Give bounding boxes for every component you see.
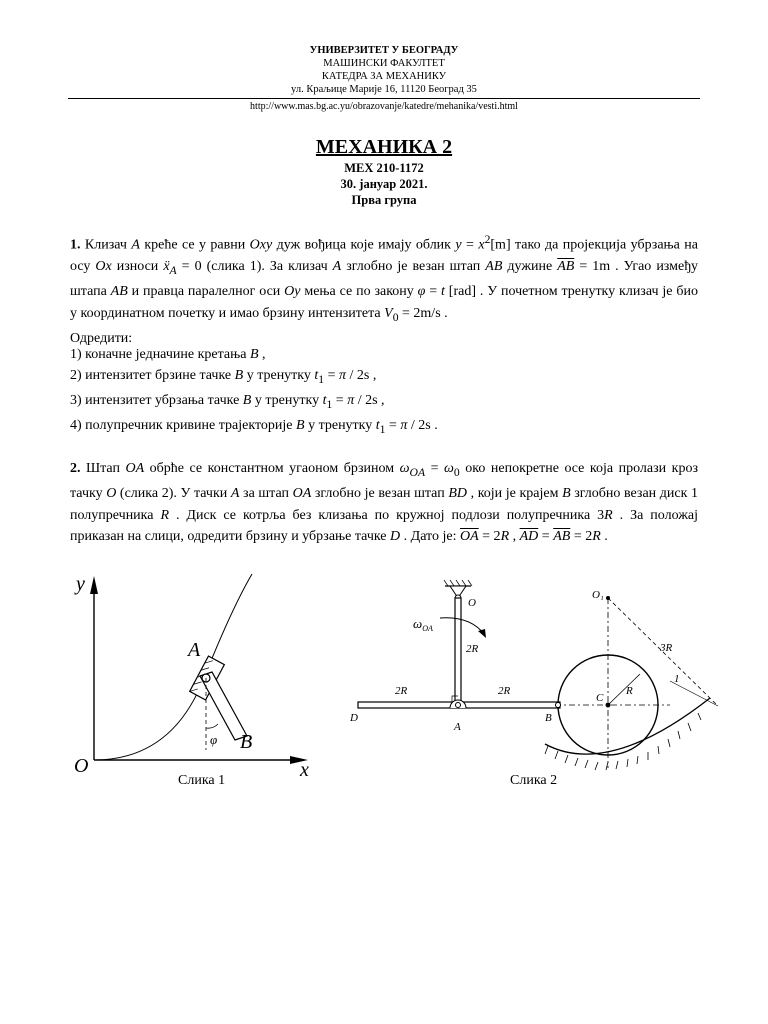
phi-arc <box>206 724 218 728</box>
y-axis-arrow <box>90 576 98 594</box>
problem-1-number: 1. <box>70 237 81 253</box>
exam-code: MEX 210-1172 <box>344 161 424 175</box>
exam-group: Прва група <box>351 193 417 207</box>
figure-1-caption: Слика 1 <box>178 773 226 788</box>
label-ab-length: 2R <box>498 685 511 697</box>
list-item: 2) интензитет брзине тачке B у тренутку $t_1 = \pi / 2s$ , <box>70 368 377 386</box>
label-b: B <box>545 712 552 724</box>
problem-1-determine: Одредити: <box>70 331 133 347</box>
label-x: x <box>300 759 309 781</box>
pin-b <box>556 703 561 708</box>
radius-r <box>608 674 640 705</box>
exam-date: 30. јануар 2021. <box>340 177 428 191</box>
list-item: 4) полупречник кривине трајекторије B у тренутку $t_1 = \pi / 2s$ . <box>70 417 438 436</box>
label-rod-oa-length: 2R <box>466 643 479 655</box>
omega-arrow <box>440 618 484 634</box>
label-o1: O₁ <box>592 589 604 601</box>
department-name: КАТЕДРА ЗА МЕХАНИКУ <box>321 71 447 82</box>
exam-title: МЕХАНИКА 2 <box>315 136 453 158</box>
label-phi: φ <box>210 732 218 747</box>
rod-oa <box>455 598 461 702</box>
label-da-length: 2R <box>395 685 408 697</box>
label-a: A <box>188 639 201 661</box>
label-a: A <box>454 721 461 733</box>
address: ул. Краљице Марије 16, 11120 Београд 35 <box>291 84 477 95</box>
faculty-name: МАШИНСКИ ФАКУЛТЕТ <box>323 58 445 69</box>
problem-1-text: 1. Клизач A креће се у равни Oxy дуж вођица које имају облик $y = x^2[m]$ тако да пројекција убрзања на осу Ox износи ẍ$_A$ = 0 (слика 1). За клизач A зглобно је везан штап AB дужине $\overline{AB} = 1m$ . Угао између штапа AB и правца паралелног оси Oy мења се по закону φ = t [rad] . У почетном тренутку клизач је био у координатном почетку и имао брзину интензитета $V_0 = 2m/s$ . Одредити: <box>70 229 698 350</box>
label-3r: 3R <box>660 642 673 654</box>
label-b: B <box>240 731 253 753</box>
label-r: R <box>626 685 633 697</box>
curved-ground <box>545 698 710 754</box>
problem-2-number: 2. <box>70 461 81 476</box>
label-d: D <box>350 712 358 724</box>
figure-2 <box>340 578 730 778</box>
problem-1-list <box>70 344 698 439</box>
figure-1 <box>64 568 334 783</box>
label-origin: O <box>74 755 89 777</box>
list-item: 1) коначне једначине кретања B , <box>70 347 266 362</box>
label-y: y <box>76 573 85 595</box>
university-name: УНИВЕРЗИТЕТ У БЕОГРАДУ <box>309 45 459 56</box>
department-url[interactable]: http://www.mas.bg.ac.yu/obrazovanje/katedre/mehanika/vesti.html <box>250 101 518 112</box>
label-c: C <box>596 692 604 704</box>
parabola-guide <box>94 574 252 760</box>
header-rule <box>68 98 700 99</box>
label-omega: $\omega_{OA}$ <box>413 616 433 633</box>
label-disk-number: 1 <box>674 673 680 685</box>
problem-2-text: 2. Штап OA обрће се константном угаоном брзином $\omega_{OA} = \omega_0$ око непокретне осе која пролази кроз тачку O (слика 2). У тачки A за штап OA зглобно је везан штап BD , који је крајем B зглобно везан диск 1 полупречника R . Диск се котрља без клизања по кружној подлози полупречника 3R . За положај приказан на слици, одредити брзину и убрзање тачке D . Дато је: $\overline{OA} = 2R$ , $\overline{AD} = \overline{AB} = 2R$ . <box>70 461 699 545</box>
list-item: 3) интензитет убрзања тачке B у тренутку $t_1 = \pi / 2s$ , <box>70 392 385 411</box>
label-o: O <box>468 597 476 609</box>
figure-2-caption: Слика 2 <box>510 773 558 788</box>
